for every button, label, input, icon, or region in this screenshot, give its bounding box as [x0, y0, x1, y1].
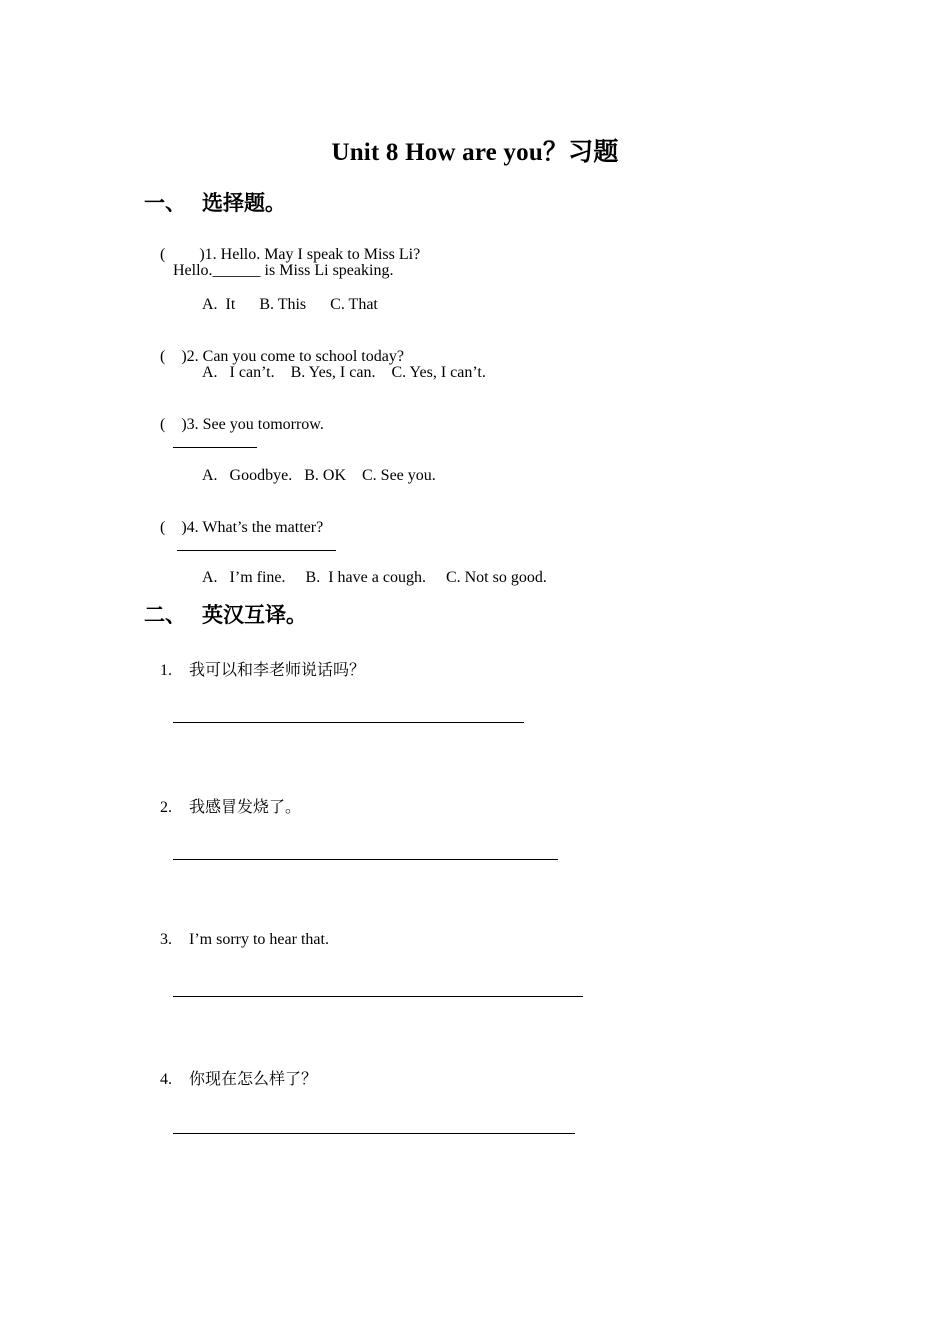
item-number: 2. — [160, 799, 172, 816]
item-text: 我可以和李老师说话吗？ — [189, 662, 366, 679]
answer-paren-open: ( — [160, 246, 166, 263]
question-text: )2. Can you come to school today? — [181, 348, 404, 365]
answer-blank-line[interactable] — [173, 447, 257, 448]
section-choice-heading — [144, 187, 286, 217]
item-text: 我感冒发烧了。 — [189, 799, 302, 816]
item-text: 你现在怎么样了？ — [189, 1071, 318, 1088]
item-number: 1. — [160, 662, 172, 679]
question-text: )1. Hello. May I speak to Miss Li? — [199, 246, 421, 263]
translate-item-2 — [144, 776, 301, 835]
section-number: 一、 — [144, 191, 186, 215]
question-4-stem — [144, 501, 323, 555]
item-text: I’m sorry to hear that. — [189, 931, 329, 948]
question-text: )3. See you tomorrow. — [181, 416, 324, 433]
answer-blank-line[interactable] — [173, 722, 524, 723]
question-3-stem — [144, 398, 324, 452]
translate-item-4 — [144, 1048, 317, 1107]
question-4-options: A. I’m fine. B. I have a cough. C. Not so good. — [202, 569, 547, 586]
answer-paren-open: ( — [160, 519, 166, 536]
section-title: 选择题。 — [202, 191, 286, 215]
answer-blank-line[interactable] — [177, 550, 336, 551]
translate-item-1 — [144, 639, 365, 698]
item-number: 3. — [160, 931, 172, 948]
page-title: Unit 8 How are you？习题 — [331, 139, 619, 166]
answer-paren-open: ( — [160, 348, 166, 365]
section-number: 二、 — [144, 603, 186, 627]
answer-blank-line[interactable] — [173, 996, 583, 997]
answer-blank-line[interactable] — [173, 859, 558, 860]
section-translate-heading — [144, 599, 307, 629]
item-number: 4. — [160, 1071, 172, 1088]
question-2-options: A. I can’t. B. Yes, I can. C. Yes, I can’t. — [202, 364, 486, 381]
section-title: 英汉互译。 — [202, 603, 307, 627]
question-1-options: A. It B. This C. That — [202, 296, 378, 313]
answer-paren-open: ( — [160, 416, 166, 433]
answer-blank-line[interactable] — [173, 1133, 575, 1134]
question-text: )4. What’s the matter? — [181, 519, 324, 536]
question-3-options: A. Goodbye. B. OK C. See you. — [202, 467, 436, 484]
translate-item-3 — [144, 913, 329, 967]
question-1-prompt: Hello.______ is Miss Li speaking. — [173, 262, 394, 279]
